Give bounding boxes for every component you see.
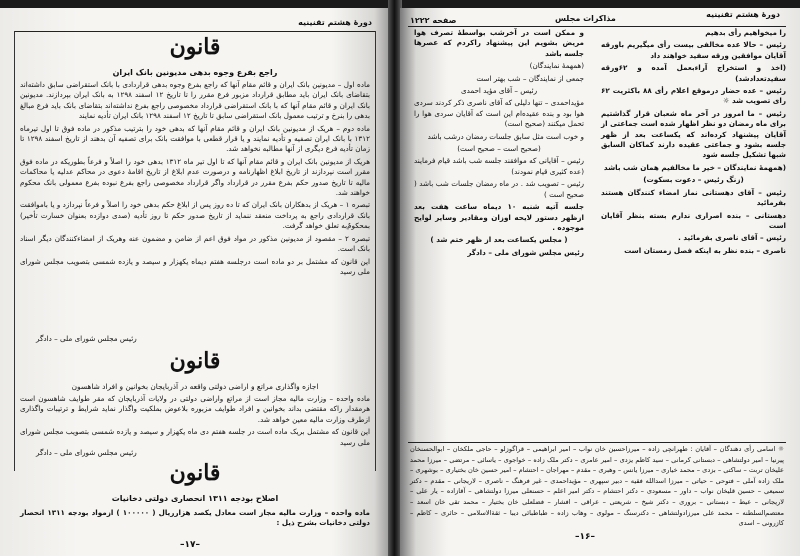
note-1: تبصره ۱ – هریک از بدهکاران بانک ایران که تا ده روز پس از ابلاغ حکم بدهی خود را اصلاً و فرعاً نپردازد و یا باموافقت بانک قراردادی راجع به پرداخت منعقد ننماید از تاریخ صدور حکم تا روز تأدیه (صدی دوازده بعنوان خسارت تأخیر) بمحکومٌ‌به تعلق خواهد گرفت. bbox=[20, 200, 370, 231]
debate-column-right bbox=[601, 28, 786, 258]
footnote-voters: ☼ اسامی رأی دهندگان – آقایان : طهرانچی زاده – میرزاحسین خان نواب – امیر ابراهیمی – قراگوزلو – حاجی ملکخان – ابوالحسنخان پیرنیا – امیر دولتشاهی – دبستانی کرمانی – سید کاظم یزدی – امیر عامری – دکتر ملک زاده – خواجوی – یاسائی – مرتضی – میرزا محمد علیخان تربت – ساکتی – بزدی – محمد خیاری – میرزا یانس – وهبری – مقدم – مهراجان – احتشام – امیر حسین خان بختیاری – بوشهری – ملک زاده آملی – فتوحی – حیاتی – میرزا اسدالله فقیه – دبیر سپهری – مؤیداحمدی – غیر فرهنگ – ناصری – لاریجانی – مقدم – دکتر سمیعی – حسین قلیخان نواب – داور – مسعودی – دکتر احتشام – دکتر امیر اعلم – حسنعلی میرزا دولتشاهی – آقازاده – یار علی – لاریجانی – عیط – دبستانی – بروری – دکتر شیخ – شریعتی – عراقی – افشار – فضلعلی خان بختیار – محمد تقی خان اسعد – معتصم‌السلطنه – محمد علی میرزادولتشاهی – دکترسنگ – مولوی – وهاب زاده – طباطبائی دیبا – ثقةالاسلامی – حائری – کاظم – کازرونی – اسدی bbox=[410, 445, 784, 528]
running-head-title: مذاکرات مجلس bbox=[555, 14, 616, 23]
speech: رئیس – حالا عده مخالفی بیست رأی میگیریم باورقه آقایان موافقین ورقه سفید خواهند داد bbox=[601, 40, 786, 60]
left-page bbox=[0, 8, 390, 556]
speech: ناصری – بنده نظر به اینکه فصل زمستان است bbox=[624, 245, 786, 255]
ratification: این قانون که مشتمل بر دو ماده است درجلسه هفتم دیماه یکهزار و سیصد و یازده شمسی بتصویب مجلس شورای ملی رسید bbox=[20, 256, 370, 276]
law-title: اصلاح بودجه ۱۳۱۱ انحصاری دولتی دخانیات bbox=[111, 494, 279, 503]
speech: (زنگ رئیس – دعوت بسکوت) bbox=[643, 175, 744, 185]
signature: رئیس مجلس شورای ملی – دادگر bbox=[36, 334, 137, 343]
speech: (همهمهٔ نمایندگان – خیر ما مخالفیم همان شب باشد bbox=[603, 162, 786, 172]
speech: رئیس – آقای مؤید احمدی bbox=[460, 86, 538, 96]
law-heading: قانون bbox=[169, 34, 221, 60]
column-border-right bbox=[375, 31, 376, 471]
speech: رئیس – عده حضار درموقع اعلام رأی ۸۸ باکثریت ۶۲ رای تصویب شد ☼ bbox=[601, 86, 786, 106]
speech: رئیس – آقای دهستانی نماز امضاء کنندگان هستند بفرمائید bbox=[601, 187, 786, 208]
speech: (صحیح است – صحیح است) bbox=[457, 144, 541, 154]
speech: رئیس – آقای ناصری بفرمائید . bbox=[678, 233, 786, 243]
law-title: اجازه واگذاری مراتع و اراضی دولتی واقعه در آذربایجان بخوانین و افراد شاهسون bbox=[71, 382, 319, 391]
running-head: دورهٔ هشتم تقنینیه bbox=[298, 18, 372, 27]
signature: رئیس مجلس شورای ملی – دادگر bbox=[36, 448, 137, 457]
speech: (همهمهٔ نمایندگان) bbox=[529, 61, 584, 71]
law-heading: قانون bbox=[169, 348, 221, 374]
header-rule bbox=[408, 26, 786, 27]
signature: رئیس مجلس شورای ملی – دادگر bbox=[467, 247, 584, 257]
running-head-volume: دورهٔ هشتم تقنینیه bbox=[706, 10, 780, 19]
law-heading: قانون bbox=[169, 460, 221, 486]
law-body bbox=[20, 508, 370, 531]
ratification: این قانون که مشتمل بریک ماده است در جلسه هفتم دی ماه یکهزار و سیصد و یازده شمسی بتصویب مجلس شورای ملی رسید bbox=[20, 427, 370, 447]
running-head-page: صفحه ۱۲۲۲ bbox=[410, 16, 457, 25]
speech: جمعی از نمایندگان – شب بهتر است bbox=[476, 73, 584, 83]
debate-column-left bbox=[414, 28, 584, 260]
page-number: –۱۶– bbox=[575, 532, 595, 542]
speech: و ممکن است در آخرشب بواسطهٔ تصرف هوا مریض بشویم این پیشنهاد راکردم که عصرها جلسه باشد bbox=[414, 28, 584, 58]
article-1: ماده اول – مدیونین بانک ایران و قائم مقام آنها که راجع بفرع وجوه بدهی قراردادی با بانک استقراضی سابق داشته‌اند بتقاضای بانک ایران باید مطابق قرارداد مزبور فرع مقرر را تا تاریخ ۱۲ اسفند ۱۲۹۸ به بانک ایران بپردازند. مدیونین بانک ایران و قائم مقام آنها که با بانک استقراضی قرارداد مخصوصی راجع بفرع نداشته‌اند بتقاضای بانک باید فرع مبالغ بدهی را بنرخ و ترتیب معمول بانک استقراضی سابق تا تاریخ ۱۲ اسفند ۱۲۹۸ بانک ایران تأدیه نمایند bbox=[20, 80, 370, 121]
footnote-rule bbox=[408, 442, 786, 443]
speech: رئیس – تصویب شد . در ماه رمضان جلسات شب باشد ( صحیح است ) bbox=[414, 179, 584, 199]
article-2-cont: هریک از مدیونین بانک ایران و قائم مقام آنها که تا اول تیر ماه ۱۳۱۲ بدهی خود را اصلاً و فرعاً بطوریکه در ماده فوق مقرر است نپردازند از تاریخ ابلاغ اظهارنامه و درصورت عدم ابلاغ از تاریخ اقامهٔ دعوی در محاکم عدلیه یا محاکمات مالیه تا تاریخ صدور حکم بفرع مقرر در قرارداد واگر قرارداد مخصوصی راجع بفرع نبوده بفرع معمولی بانک محکوم خواهند شد. bbox=[20, 156, 370, 198]
header-rule bbox=[14, 31, 376, 32]
article-2: ماده دوم – هریک از مدیونین بانک ایران و قائم مقام آنها که بدهی خود را بترتیب مذکور در ماده فوق تا اول تیرماه ۱۳۱۲ با بانک ایران تصفیه و تأدیه نمایند و یا قرار قطعی با موافقت بانک برای تصفیه آن بدهند از تاریخ اسفند ۱۲۹۸ تا زمان تأدیه فرع دیگری از آنها مطالبه نخواهد شد. bbox=[20, 123, 370, 154]
single-article: ماده واحده – وزارت مالیه مجاز است معادل یکصد هزارریال ( ۱۰۰۰۰۰ ) ازمواد بودجه ۱۳۱۱ انحصار دولتی دخانیات بشرح ذیل : bbox=[20, 508, 371, 528]
speech: رئیس – آقایانی که موافقند جلسه شب باشد قیام فرمایند (عده کثیری قیام نمودند) bbox=[414, 156, 584, 176]
session-closed: ( مجلس یکساعت بعد از ظهر ختم شد ) bbox=[430, 235, 568, 245]
law-body bbox=[20, 80, 370, 279]
single-article: ماده واحده – وزارت مالیه مجاز است از مراتع واراضی دولتی در ولایات آذربایجان که مقر طوایف شاهسون است هرمقدار راکه مقتضی بداند بخوانین و افراد طوایف مزبوره بلاعوض بملکیت واگذار نماید شرایط و ترتیبات واگذاری ازطرف وزارت مالیه معین خواهد شد. bbox=[20, 394, 370, 424]
law-title: راجع بفرع وجوه بدهی مدیونین بانک ایران bbox=[112, 68, 278, 77]
law-body bbox=[20, 394, 370, 450]
speech: را میخواهیم رأی بدهیم bbox=[705, 28, 786, 37]
next-session-notice: جلسه آتیه شنبه ۱۰ دیماه ساعت هفت بعد ازظهر دستور لایحه اوزان ومقادیر وسایر لوایح موجوده . bbox=[414, 202, 584, 232]
page-number: –۱۷– bbox=[180, 540, 200, 550]
column-border-left bbox=[14, 31, 15, 471]
speech: دهستانی – بنده اصراری ندارم بسته بنظر آقایان است bbox=[601, 210, 786, 230]
speech: مؤیداحمدی – تنها دلیلی که آقای ناصری ذکر کردند سردی هوا بود و بنده عقیده‌ام این است که آقایان سردی هوا را تحمل میکنند (صحیح است) bbox=[414, 98, 584, 129]
speech: و خوب است مثل سابق جلسات رمضان درشب باشد bbox=[427, 131, 584, 141]
speech: رئیس – ما امروز در آخر ماه شعبان قرار گذاشتیم برای ماه رمضان دو نظر اظهار شده است جماعتی از آقایان پیشنهاد کرده‌اند که یکساعت بعد از ظهر جلسه بشود و جماعتی عقیده دارند کماکان السابق شبها تشکیل جلسه شود bbox=[601, 108, 786, 160]
note-2: تبصره ۲ – مقصود از مدیونین مذکور در مواد فوق اعم از ضامن و مضمون عنه وهریک از امضاءکنندگان دیگر اسناد بانک است. bbox=[20, 233, 371, 254]
right-page bbox=[400, 8, 800, 556]
speech: (اخذ و استخراج آراءبعمل آمده و ۶۲ورقه سفید‌تعدادشد) bbox=[601, 63, 786, 83]
